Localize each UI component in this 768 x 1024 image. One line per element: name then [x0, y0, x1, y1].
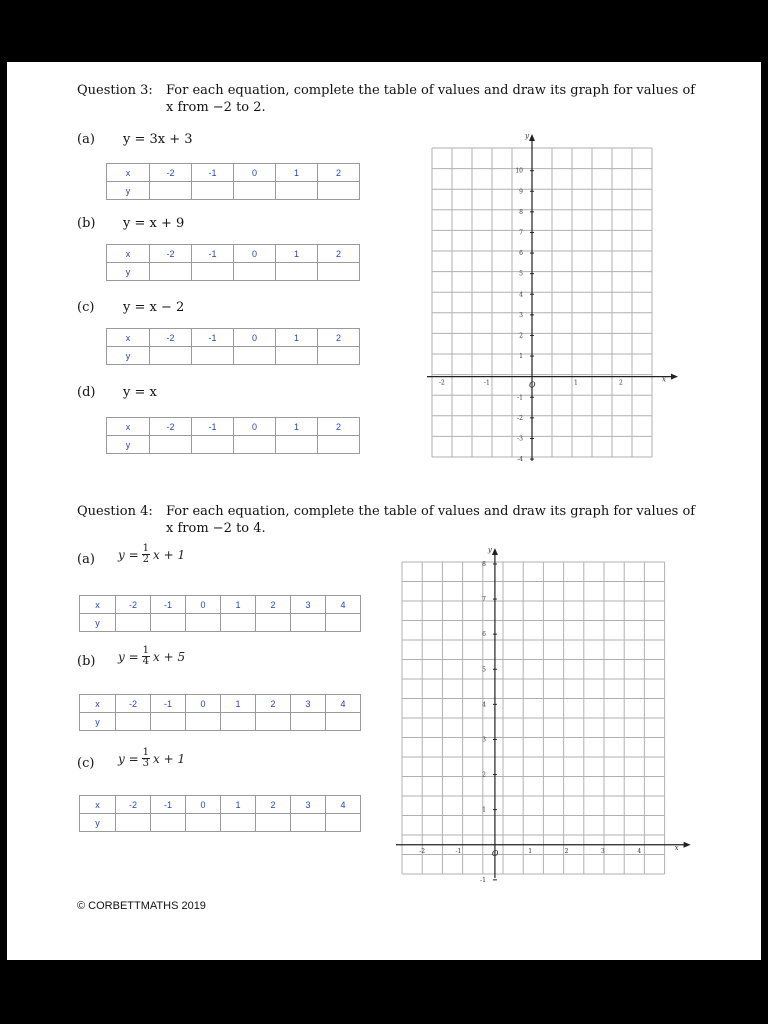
table-y-blank-cell[interactable]	[276, 182, 318, 200]
table-y-blank-cell[interactable]	[318, 436, 360, 454]
equation-rhs: x + 1	[153, 547, 186, 562]
part-label: (b)	[77, 654, 96, 669]
question-4-label: Question 4:	[77, 504, 153, 519]
table-y-blank-cell[interactable]	[192, 436, 234, 454]
table-y-label: y	[107, 347, 150, 365]
table-y-blank-cell[interactable]	[116, 614, 151, 632]
equation: y = 3x + 3	[123, 132, 193, 147]
x-tick-label: -2	[419, 847, 426, 855]
equation-lhs: y =	[118, 547, 139, 562]
table-x-value: 0	[234, 418, 276, 436]
table-x-value: -1	[192, 329, 234, 347]
table-y-blank-cell[interactable]	[192, 263, 234, 281]
table-row-x	[107, 164, 360, 182]
part-label: (c)	[77, 300, 95, 315]
table-y-label: y	[107, 182, 150, 200]
table-y-blank-cell[interactable]	[221, 814, 256, 832]
table-x-value: 4	[326, 596, 361, 614]
part-label: (d)	[77, 385, 96, 400]
equation: y = x − 2	[123, 300, 185, 315]
table-y-blank-cell[interactable]	[326, 713, 361, 731]
table-x-value: -1	[192, 164, 234, 182]
fraction-numerator: 1	[142, 543, 150, 554]
table-y-blank-cell[interactable]	[151, 713, 186, 731]
table-row-y	[80, 814, 361, 832]
part-label: (a)	[77, 552, 95, 567]
table-x-value: -2	[150, 245, 192, 263]
table-x-value: 1	[276, 245, 318, 263]
table-y-blank-cell[interactable]	[186, 814, 221, 832]
table-y-blank-cell[interactable]	[291, 614, 326, 632]
x-axis-arrow	[671, 374, 678, 380]
y-axis-arrow	[492, 548, 498, 555]
value-table	[106, 163, 360, 200]
y-tick-label: -3	[517, 435, 523, 443]
table-x-label: x	[107, 418, 150, 436]
table-x-value: 3	[291, 596, 326, 614]
question-3-graph	[427, 128, 697, 468]
table-x-value: 2	[256, 796, 291, 814]
table-y-blank-cell[interactable]	[326, 814, 361, 832]
fraction-equation	[118, 544, 185, 565]
table-x-label: x	[80, 596, 116, 614]
equation: y = x + 9	[123, 216, 185, 231]
table-y-blank-cell[interactable]	[318, 182, 360, 200]
table-y-blank-cell[interactable]	[234, 347, 276, 365]
table-x-value: 0	[186, 796, 221, 814]
fraction-denominator: 3	[142, 758, 150, 769]
y-tick-label: 8	[482, 560, 486, 568]
x-tick-label: 4	[637, 847, 642, 855]
table-y-label: y	[80, 614, 116, 632]
fraction-numerator: 1	[142, 645, 150, 656]
table-y-blank-cell[interactable]	[192, 347, 234, 365]
y-tick-label: 3	[482, 736, 486, 744]
question-3-label: Question 3:	[77, 83, 153, 98]
equation-rhs: x + 5	[153, 649, 186, 664]
fraction	[142, 748, 150, 769]
table-x-value: 2	[318, 164, 360, 182]
table-x-value: 2	[318, 329, 360, 347]
y-tick-label: -2	[517, 414, 523, 422]
y-tick-label: 8	[519, 208, 523, 216]
table-row-x	[107, 329, 360, 347]
x-tick-label: 3	[601, 847, 605, 855]
y-axis-arrow	[529, 134, 535, 141]
y-tick-label: 5	[482, 666, 486, 674]
table-x-value: 3	[291, 695, 326, 713]
value-table	[79, 694, 361, 731]
table-x-value: -1	[151, 695, 186, 713]
table-y-label: y	[80, 814, 116, 832]
question-4-header	[77, 503, 717, 539]
table-row-y	[107, 182, 360, 200]
value-table	[106, 328, 360, 365]
table-row-x	[80, 596, 361, 614]
table-x-value: 2	[256, 596, 291, 614]
worksheet-page	[7, 62, 761, 960]
table-y-blank-cell[interactable]	[116, 713, 151, 731]
table-y-blank-cell[interactable]	[234, 263, 276, 281]
value-table	[79, 795, 361, 832]
equation-lhs: y =	[118, 751, 139, 766]
y-tick-label: -4	[517, 456, 523, 464]
fraction-denominator: 4	[142, 656, 150, 667]
table-y-blank-cell[interactable]	[150, 347, 192, 365]
table-x-value: 3	[291, 796, 326, 814]
table-x-label: x	[107, 245, 150, 263]
table-y-blank-cell[interactable]	[276, 436, 318, 454]
table-y-label: y	[80, 713, 116, 731]
table-y-blank-cell[interactable]	[256, 713, 291, 731]
table-x-value: -1	[151, 596, 186, 614]
table-x-value: -1	[151, 796, 186, 814]
table-y-blank-cell[interactable]	[256, 814, 291, 832]
y-tick-label: 10	[515, 167, 523, 175]
value-table	[106, 417, 360, 454]
table-row-y	[80, 614, 361, 632]
x-tick-label: 1	[528, 847, 533, 855]
equation-rhs: x + 1	[153, 751, 186, 766]
table-y-blank-cell[interactable]	[192, 182, 234, 200]
fraction-equation	[118, 748, 185, 769]
table-y-blank-cell[interactable]	[151, 614, 186, 632]
y-tick-label: 3	[519, 311, 523, 319]
y-tick-label: 9	[519, 188, 523, 196]
table-x-value: 1	[276, 164, 318, 182]
table-x-value: -1	[192, 418, 234, 436]
table-y-blank-cell[interactable]	[318, 263, 360, 281]
table-y-label: y	[107, 263, 150, 281]
table-x-value: 2	[318, 245, 360, 263]
x-axis-label: x	[674, 843, 679, 852]
table-y-blank-cell[interactable]	[234, 182, 276, 200]
table-y-blank-cell[interactable]	[234, 436, 276, 454]
table-x-value: 1	[221, 596, 256, 614]
table-row-y	[107, 263, 360, 281]
table-x-label: x	[107, 329, 150, 347]
table-y-blank-cell[interactable]	[291, 713, 326, 731]
table-y-blank-cell[interactable]	[221, 614, 256, 632]
y-tick-label: 1	[482, 806, 486, 814]
y-tick-label: -1	[480, 876, 486, 884]
table-x-value: 0	[234, 245, 276, 263]
origin-label: O	[529, 380, 536, 390]
y-tick-label: 2	[482, 771, 486, 779]
table-x-value: 0	[186, 596, 221, 614]
table-x-value: 1	[276, 329, 318, 347]
fraction-numerator: 1	[142, 747, 150, 758]
table-row-x	[107, 245, 360, 263]
question-3-text: For each equation, complete the table of values and draw its graph for values of x from −2 to 2.	[166, 83, 696, 115]
table-y-blank-cell[interactable]	[291, 814, 326, 832]
x-tick-label: 2	[619, 379, 623, 387]
y-tick-label: 4	[482, 701, 486, 709]
table-y-blank-cell[interactable]	[256, 614, 291, 632]
y-tick-label: 7	[482, 596, 486, 604]
table-row-y	[80, 713, 361, 731]
table-x-value: 1	[276, 418, 318, 436]
table-row-y	[107, 436, 360, 454]
table-x-label: x	[80, 695, 116, 713]
part-label: (a)	[77, 132, 95, 147]
question-3-header	[77, 82, 717, 118]
table-x-value: -2	[150, 329, 192, 347]
table-y-blank-cell[interactable]	[318, 347, 360, 365]
x-axis-label: x	[662, 375, 666, 384]
y-tick-label: 6	[519, 250, 523, 258]
table-x-value: -2	[116, 695, 151, 713]
fraction	[142, 646, 150, 667]
fraction-denominator: 2	[142, 554, 150, 565]
question-4-graph	[392, 546, 692, 886]
table-x-label: x	[107, 164, 150, 182]
y-axis-label: y	[487, 546, 492, 554]
table-x-value: 0	[186, 695, 221, 713]
y-tick-label: 2	[519, 332, 523, 340]
table-y-label: y	[107, 436, 150, 454]
y-tick-label: 4	[519, 291, 523, 299]
part-label: (b)	[77, 216, 96, 231]
table-x-value: -2	[150, 418, 192, 436]
value-table	[79, 595, 361, 632]
table-x-value: 2	[318, 418, 360, 436]
table-row-x	[107, 418, 360, 436]
y-tick-label: 7	[519, 229, 523, 237]
table-x-value: 1	[221, 796, 256, 814]
table-y-blank-cell[interactable]	[276, 347, 318, 365]
table-y-blank-cell[interactable]	[276, 263, 318, 281]
origin-label: O	[491, 848, 499, 858]
table-x-value: -2	[150, 164, 192, 182]
table-y-blank-cell[interactable]	[221, 713, 256, 731]
table-row-x	[80, 796, 361, 814]
table-x-value: 2	[256, 695, 291, 713]
table-x-value: 1	[221, 695, 256, 713]
x-tick-label: -1	[455, 847, 462, 855]
value-table	[106, 244, 360, 281]
table-row-y	[107, 347, 360, 365]
table-x-value: 4	[326, 695, 361, 713]
y-tick-label: 6	[482, 631, 486, 639]
part-label: (c)	[77, 756, 95, 771]
equation-lhs: y =	[118, 649, 139, 664]
table-x-value: -2	[116, 596, 151, 614]
table-y-blank-cell[interactable]	[186, 713, 221, 731]
x-tick-label: 1	[574, 379, 578, 387]
table-y-blank-cell[interactable]	[116, 814, 151, 832]
x-tick-label: -1	[484, 379, 490, 387]
table-x-label: x	[80, 796, 116, 814]
fraction	[142, 544, 150, 565]
table-x-value: -1	[192, 245, 234, 263]
fraction-equation	[118, 646, 185, 667]
table-x-value: 4	[326, 796, 361, 814]
table-y-blank-cell[interactable]	[186, 614, 221, 632]
table-y-blank-cell[interactable]	[151, 814, 186, 832]
y-tick-label: 5	[519, 270, 523, 278]
table-y-blank-cell[interactable]	[150, 263, 192, 281]
y-axis-label: y	[525, 132, 529, 140]
y-tick-label: -1	[517, 394, 523, 402]
table-row-x	[80, 695, 361, 713]
table-x-value: 0	[234, 329, 276, 347]
equation: y = x	[123, 385, 157, 400]
table-y-blank-cell[interactable]	[150, 182, 192, 200]
y-tick-label: 1	[519, 353, 523, 361]
table-x-value: 0	[234, 164, 276, 182]
x-tick-label: -2	[439, 379, 445, 387]
table-y-blank-cell[interactable]	[150, 436, 192, 454]
question-4-text: For each equation, complete the table of values and draw its graph for values of x from −2 to 4.	[166, 504, 696, 536]
table-x-value: -2	[116, 796, 151, 814]
x-axis-arrow	[684, 842, 691, 848]
x-tick-label: 2	[564, 847, 569, 855]
copyright-footer: © CORBETTMATHS 2019	[77, 900, 206, 912]
table-y-blank-cell[interactable]	[326, 614, 361, 632]
